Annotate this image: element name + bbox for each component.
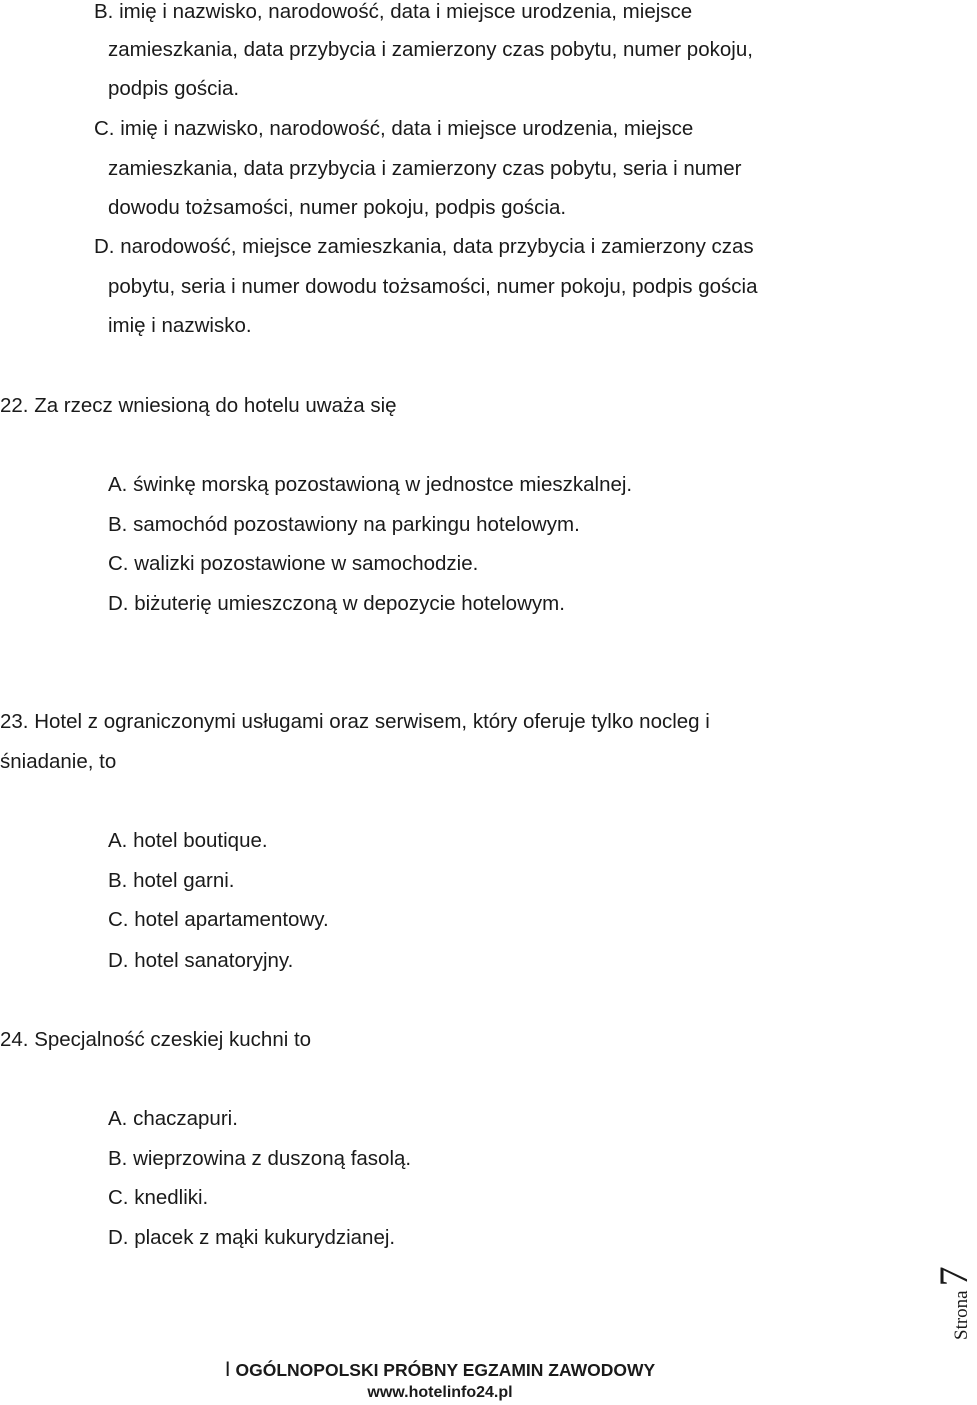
footer-website[interactable]: www.hotelinfo24.pl: [367, 1384, 513, 1401]
q23-answer-b: B. hotel garni.: [108, 869, 235, 892]
q24-answer-b: B. wieprzowina z duszoną fasolą.: [108, 1147, 412, 1170]
footer-title-text: OGÓLNOPOLSKI PRÓBNY EGZAMIN ZAWODOWY: [235, 1360, 656, 1380]
q23-answer-c: C. hotel apartamentowy.: [108, 908, 329, 931]
footer-title: [0, 1359, 880, 1381]
q21-answer-c-line3: dowodu tożsamości, numer pokoju, podpis gościa.: [108, 196, 567, 219]
footer-roman: I: [224, 1358, 231, 1381]
q24-answer-a: A. chaczapuri.: [108, 1107, 238, 1130]
page-number: [930, 1266, 977, 1340]
page-number-value: 7: [931, 1266, 976, 1287]
q22-answer-d: D. biżuterię umieszczoną w depozycie hotelowym.: [108, 592, 565, 615]
q23-question-line2: śniadanie, to: [0, 750, 117, 773]
q21-answer-b-line1: B. imię i nazwisko, narodowość, data i miejsce urodzenia, miejsce: [94, 0, 693, 23]
q21-answer-b-line3: podpis gościa.: [108, 77, 240, 100]
q24-answer-d: D. placek z mąki kukurydzianej.: [108, 1226, 396, 1249]
q24-answer-c: C. knedliki.: [108, 1186, 209, 1209]
q21-answer-d-line3: imię i nazwisko.: [108, 314, 252, 337]
q23-question-line1: 23. Hotel z ograniczonymi usługami oraz serwisem, który oferuje tylko nocleg i: [0, 710, 710, 733]
q22-answer-b: B. samochód pozostawiony na parkingu hotelowym.: [108, 513, 580, 536]
q21-answer-c-line2: zamieszkania, data przybycia i zamierzony czas pobytu, seria i numer: [108, 157, 742, 180]
page-number-word: Strona: [951, 1290, 972, 1340]
q22-question: 22. Za rzecz wniesioną do hotelu uważa się: [0, 394, 397, 417]
q21-answer-b-line2: zamieszkania, data przybycia i zamierzony czas pobytu, numer pokoju,: [108, 38, 753, 61]
q21-answer-d-line1: D. narodowość, miejsce zamieszkania, data przybycia i zamierzony czas: [94, 235, 754, 258]
q24-question: 24. Specjalność czeskiej kuchni to: [0, 1028, 312, 1051]
q22-answer-c: C. walizki pozostawione w samochodzie.: [108, 552, 479, 575]
q22-answer-a: A. świnkę morską pozostawioną w jednostce mieszkalnej.: [108, 473, 633, 496]
q23-answer-d: D. hotel sanatoryjny.: [108, 949, 294, 972]
q21-answer-c-line1: C. imię i nazwisko, narodowość, data i miejsce urodzenia, miejsce: [94, 117, 694, 140]
q21-answer-d-line2: pobytu, seria i numer dowodu tożsamości, numer pokoju, podpis gościa: [108, 275, 758, 298]
q23-answer-a: A. hotel boutique.: [108, 829, 268, 852]
